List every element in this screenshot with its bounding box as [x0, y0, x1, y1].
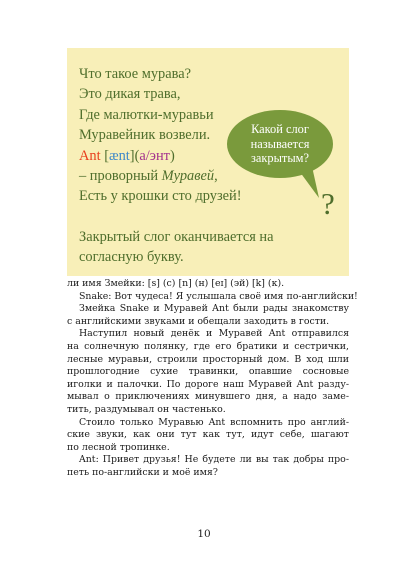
speech-bubble — [227, 110, 333, 178]
body-line: Ant: Привет друзья! Не будете ли вы так добры про- — [79, 454, 349, 466]
ipa-translit: а/энт — [139, 147, 170, 164]
body-text — [67, 278, 358, 480]
poem-dash-suffix: , — [214, 168, 218, 185]
poem-line: Это дикая трава, — [79, 86, 181, 103]
body-line: ские звуки, как они тут как тут, идут себе, шагают — [67, 429, 349, 441]
rule-line: согласную букву. — [79, 248, 184, 265]
body-line: с английскими звуками и обещали заходить в гости. — [67, 315, 330, 327]
poem-line: Есть у крошки сто друзей! — [79, 188, 242, 205]
body-line: Snake: Вот чудеса! Я услышала своё имя по-английски! — [79, 290, 358, 302]
bubble-line: Какой слог — [251, 122, 309, 136]
rule-text — [79, 228, 274, 267]
body-line: ли имя Змейки: [s] (с) [n] (н) [eɪ] (эй) [k] (к). — [67, 278, 285, 289]
poem-ipa-line — [79, 146, 242, 166]
body-line: Змейка Snake и Муравей Ant были рады знакомству — [79, 303, 349, 315]
poem-dash-prefix: – проворный — [79, 168, 162, 185]
poem-italic-word: Муравей — [161, 168, 215, 185]
poem-text — [79, 64, 242, 207]
body-line: иголки и палочки. По дороге наш Муравей Ant разду- — [67, 378, 349, 390]
bubble-line: называется — [250, 136, 310, 151]
ipa-transcription: ænt — [109, 147, 130, 164]
poem-line: Что такое мурава? — [79, 66, 191, 82]
body-line: тить, раздумывал он частенько. — [67, 403, 226, 415]
body-line: по лесной тропинке. — [67, 441, 170, 453]
body-line: петь по-английски и моё имя? — [67, 466, 218, 478]
poem-line: Муравейник возвели. — [79, 127, 211, 144]
page-number: 10 — [197, 528, 211, 540]
bubble-line: закрытым? — [250, 151, 309, 166]
body-line: прошлогодние сухие травинки, опавшие сосновые — [67, 366, 349, 378]
ipa-close-paren: ) — [169, 147, 175, 164]
body-line: мывал о приключениях минувшего дня, а надо заме- — [67, 391, 349, 403]
question-mark: ? — [321, 186, 335, 221]
ipa-open-paren: ( — [134, 147, 140, 164]
body-line: Стоило только Муравью Ant вспомнить про англий- — [79, 416, 349, 428]
ipa-open-bracket: [ — [104, 147, 109, 164]
body-line: на солнечную полянку, где его братики и сестрички, — [67, 340, 349, 352]
bubble-text — [227, 122, 333, 166]
poem-box — [67, 48, 349, 276]
rule-line: Закрытый слог оканчивается на — [79, 229, 274, 245]
poem-line — [79, 166, 242, 186]
ipa-word: Ant — [79, 147, 101, 164]
body-line: Наступил новый денёк и Муравей Ant отправился — [79, 328, 349, 340]
poem-line: Где малютки-муравьи — [79, 106, 214, 123]
ipa-close-bracket: ] — [129, 147, 135, 164]
body-line: лесные муравьи, строили просторный дом. В ход шли — [67, 353, 349, 365]
